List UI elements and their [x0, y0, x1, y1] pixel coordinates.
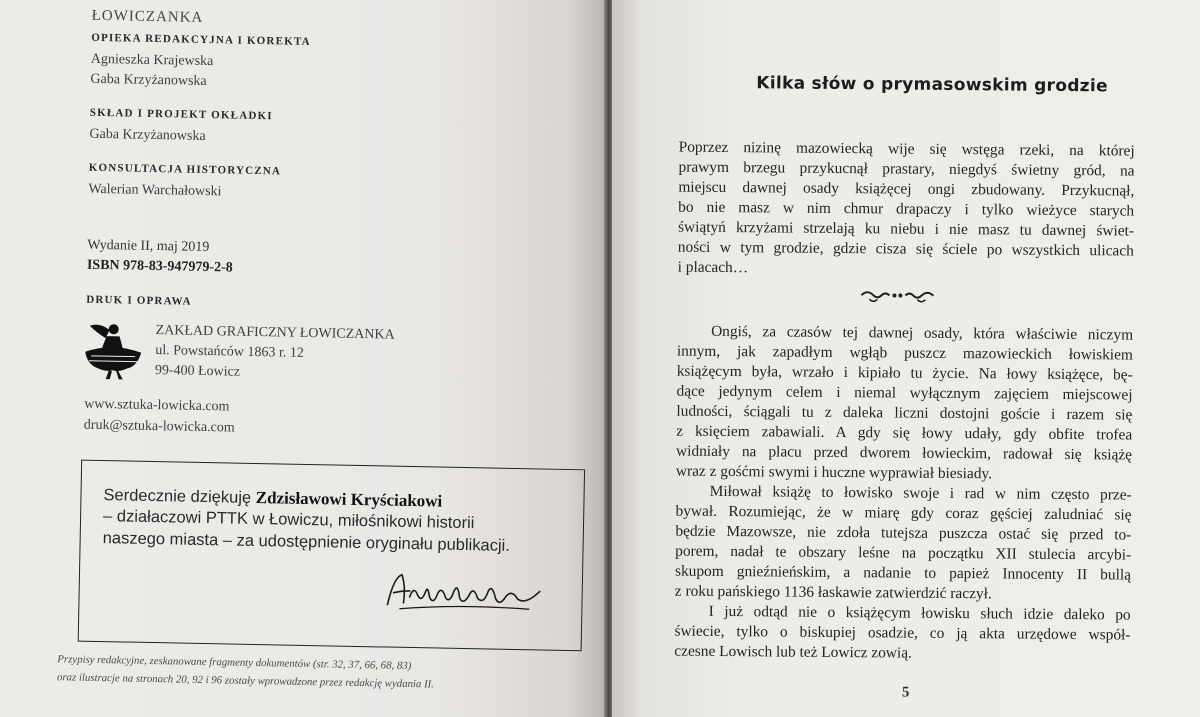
printing-heading: DRUK I OPRAWA: [86, 293, 192, 308]
ornament-divider-icon: [857, 285, 937, 306]
isbn: ISBN 978-83-947979-2-8: [86, 257, 233, 276]
printer-company: ZAKŁAD GRAFICZNY ŁOWICZANKA: [155, 323, 395, 343]
editor-name: Agnieszka Krajewska: [90, 51, 214, 70]
paragraph-line: miejscu dawnej osady książęcej ongi zbudowany. Przykucnął,: [678, 178, 1135, 200]
paragraph-line: skupom gnieźnieńskim, a nadanie to papież Innocenty II bullą: [674, 562, 1132, 584]
paragraph-line: dące jedynym celem i niemal wyłącznym zajęciem miejscowej: [676, 382, 1133, 404]
edition-info: Wydanie II, maj 2019: [87, 237, 210, 256]
paragraph-line: wraz z gośćmi swymi i huczne wyprawiał biesiady.: [675, 462, 993, 483]
paragraph-line: porem, nadał te obszary leśne na początku XII stulecia arcybi-: [675, 542, 1132, 564]
paragraph-line: i placach…: [677, 258, 749, 277]
editorial-heading: OPIEKA REDAKCYJNA I KOREKTA: [91, 31, 311, 48]
printer-street: ul. Powstańców 1863 r. 12: [155, 343, 304, 361]
paragraph-line: ności w tym grodzie, gdzie cisza się ściele po wszystkich ulicach: [677, 238, 1134, 260]
paragraph-line: Miłował książę to łowisko swoje i rad w nim często prze-: [709, 482, 1132, 504]
paragraph-line: prawym brzegu przykucnął prastary, niegdyś świetny gród, na: [678, 158, 1135, 180]
dancer-logo-icon: [79, 320, 148, 381]
footnote-line: oraz ilustracje na stronach 20, 92 i 96 zostały wprowadzone przez redakcję wydania II.: [56, 671, 435, 691]
printer-city: 99-400 Łowicz: [154, 363, 241, 380]
paragraph-line: bo nie masz w nim chmur drapaczy i tylko wieżyce starych: [678, 198, 1135, 220]
paragraph-line: będzie Mazowsze, nie zdoła tutejsza puszcza ostać się przed to-: [675, 522, 1132, 544]
website-link[interactable]: www.sztuka-lowicka.com: [84, 396, 230, 415]
acknowledgement-box: [78, 460, 585, 652]
layout-heading: SKŁAD I PROJEKT OKŁADKI: [89, 106, 273, 123]
paragraph-line: widniały na placu przed dworem łowieckim, radował się książę: [675, 442, 1133, 464]
acknowledgement-line: Serdecznie dziękuję Zdzisławowi Kryściakowi: [103, 486, 443, 511]
paragraph-line: bywał. Rozumiejąc, że w miarę gdy coraz gęściej zaludniać się: [675, 502, 1132, 524]
page-number: 5: [901, 684, 910, 701]
paragraph-line: z księciem zabawiali. A gdy się łowy udały, gdy obfite trofea: [676, 422, 1133, 444]
consultant-name: Walerian Warchałowski: [88, 181, 222, 200]
chapter-title: Kilka słów o prymasowskim grodzie: [756, 73, 1108, 97]
paragraph-line: książęcym była, wrzało i kipiało tu życie. Na łowy książęce, bę-: [676, 362, 1133, 384]
publisher-name-partial: ŁOWICZANKA: [91, 7, 204, 26]
paragraph-line: z roku pańskiego 1136 łaskawie zatwierdzić raczył.: [674, 582, 992, 603]
paragraph-line: świątyń krzyżami strzelają ku niebu i nie masz tu dawnej świet-: [677, 218, 1135, 240]
footnote-line: Przypisy redakcyjne, zeskanowane fragmenty dokumentów (str. 32, 37, 66, 68, 83): [57, 653, 412, 673]
paragraph-line: Ongiś, za czasów tej dawnej osady, która właściwie niczym: [711, 322, 1134, 344]
paragraph-line: świecie, tylko o biskupiej osadzie, co ją akta urzędowe współ-: [674, 622, 1131, 644]
paragraph-line: innym, jak zapadłym wgłąb puszcz mazowieckich łowiskiem: [676, 342, 1133, 364]
paragraph-line: I już odtąd nie o książęcym łowisku słuch idzie daleko po: [708, 602, 1131, 624]
handwritten-signature: [379, 566, 550, 619]
email-link[interactable]: druk@sztuka-lowicka.com: [83, 417, 235, 436]
paragraph-line: czesne Lowisch lub też Lowicz zowią.: [674, 642, 912, 662]
paragraph-line: Poprzez nizinę mazowiecką wije się wstęga rzeki, na której: [678, 138, 1135, 160]
right-page: [612, 0, 1200, 717]
layout-designer-name: Gaba Krzyżanowska: [89, 126, 206, 144]
editor-name: Gaba Krzyżanowska: [90, 71, 207, 89]
acknowledged-person: Zdzisławowi Kryściakowi: [255, 488, 443, 511]
consultation-heading: KONSULTACJA HISTORYCZNA: [88, 161, 282, 178]
acknowledgement-line: – działaczowi PTTK w Łowiczu, miłośnikowi historii: [102, 507, 475, 533]
acknowledgement-line: naszego miasta – za udostępnienie oryginału publikacji.: [102, 529, 511, 555]
paragraph-line: ludności, ściągali tu z daleka liczni dostojni goście i razem się: [676, 402, 1133, 424]
